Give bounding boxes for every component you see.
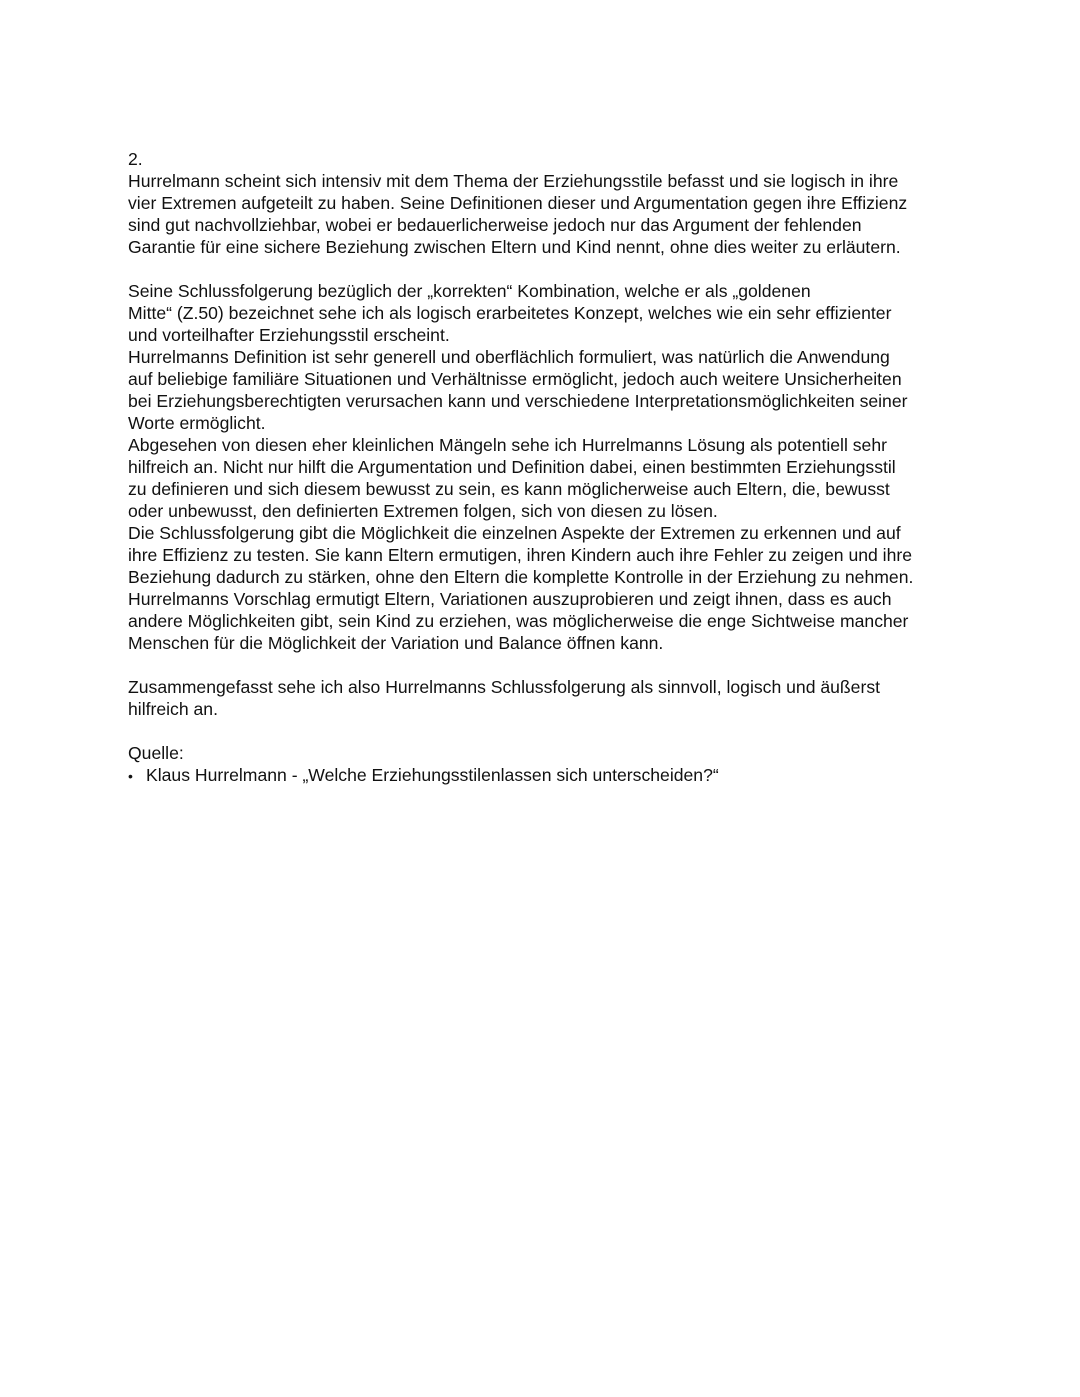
paragraph-1-line: Hurrelmann scheint sich intensiv mit dem Thema der Erziehungsstile befasst und sie logisch in ihre <box>128 171 899 191</box>
source-citation: Klaus Hurrelmann - „Welche Erziehungsstilenlassen sich unterscheiden?“ <box>146 765 719 785</box>
document-page <box>128 148 968 787</box>
paragraph-2-line: auf beliebige familiäre Situationen und Verhältnisse ermöglicht, jedoch auch weitere Unsicherheiten <box>128 369 902 389</box>
paragraph-spacer <box>128 654 968 676</box>
paragraph-3-line: hilfreich an. <box>128 699 218 719</box>
paragraph-2-line: Hurrelmanns Vorschlag ermutigt Eltern, Variationen auszuprobieren und zeigt ihnen, dass es auch <box>128 589 892 609</box>
paragraph-2-line: bei Erziehungsberechtigten verursachen kann und verschiedene Interpretationsmöglichkeiten seiner <box>128 391 908 411</box>
paragraph-2-line: andere Möglichkeiten gibt, sein Kind zu erziehen, was möglicherweise die enge Sichtweise mancher <box>128 611 909 631</box>
paragraph-1-line: sind gut nachvollziehbar, wobei er bedauerlicherweise jedoch nur das Argument der fehlenden <box>128 215 862 235</box>
paragraph-1-line: Garantie für eine sichere Beziehung zwischen Eltern und Kind nennt, ohne dies weiter zu erläutern. <box>128 237 901 257</box>
paragraph-2-line: Abgesehen von diesen eher kleinlichen Mängeln sehe ich Hurrelmanns Lösung als potentiell sehr <box>128 435 887 455</box>
paragraph-2-line: Hurrelmanns Definition ist sehr generell und oberflächlich formuliert, was natürlich die Anwendung <box>128 347 890 367</box>
paragraph-2-line: Beziehung dadurch zu stärken, ohne den Eltern die komplette Kontrolle in der Erziehung zu nehmen. <box>128 567 914 587</box>
paragraph-2-line: und vorteilhafter Erziehungsstil erscheint. <box>128 325 450 345</box>
paragraph-spacer <box>128 258 968 280</box>
paragraph-2-line: hilfreich an. Nicht nur hilft die Argumentation und Definition dabei, einen bestimmten Erziehungsstil <box>128 457 896 477</box>
paragraph-2-line: Worte ermöglicht. <box>128 413 266 433</box>
paragraph-2-line: zu definieren und sich diesem bewusst zu sein, es kann möglicherweise auch Eltern, die, bewusst <box>128 479 890 499</box>
paragraph-2-line: Menschen für die Möglichkeit der Variation und Balance öffnen kann. <box>128 633 664 653</box>
source-section <box>128 742 968 787</box>
paragraph-3-line: Zusammengefasst sehe ich also Hurrelmanns Schlussfolgerung als sinnvoll, logisch und äußerst <box>128 677 881 697</box>
paragraph-spacer <box>128 720 968 742</box>
paragraph-2-line: Mitte“ (Z.50) bezeichnet sehe ich als logisch erarbeitetes Konzept, welches wie ein sehr effizienter <box>128 303 892 323</box>
paragraph-2-line: oder unbewusst, den definierten Extremen folgen, sich von diesen zu lösen. <box>128 501 718 521</box>
paragraph-1 <box>128 170 968 258</box>
paragraph-2 <box>128 280 968 654</box>
source-heading: Quelle: <box>128 743 184 763</box>
source-list-item <box>128 764 968 787</box>
paragraph-2-line: ihre Effizienz zu testen. Sie kann Eltern ermutigen, ihren Kindern auch ihre Fehler zu zeigen und ihre <box>128 545 913 565</box>
paragraph-1-line: vier Extremen aufgeteilt zu haben. Seine Definitionen dieser und Argumentation gegen ihre Effizienz <box>128 193 908 213</box>
paragraph-3 <box>128 676 968 720</box>
bullet-icon: • <box>128 768 133 784</box>
paragraph-2-line: Seine Schlussfolgerung bezüglich der „korrekten“ Kombination, welche er als „goldenen <box>128 281 811 301</box>
paragraph-2-line: Die Schlussfolgerung gibt die Möglichkeit die einzelnen Aspekte der Extremen zu erkennen und auf <box>128 523 901 543</box>
section-number: 2. <box>128 149 143 169</box>
